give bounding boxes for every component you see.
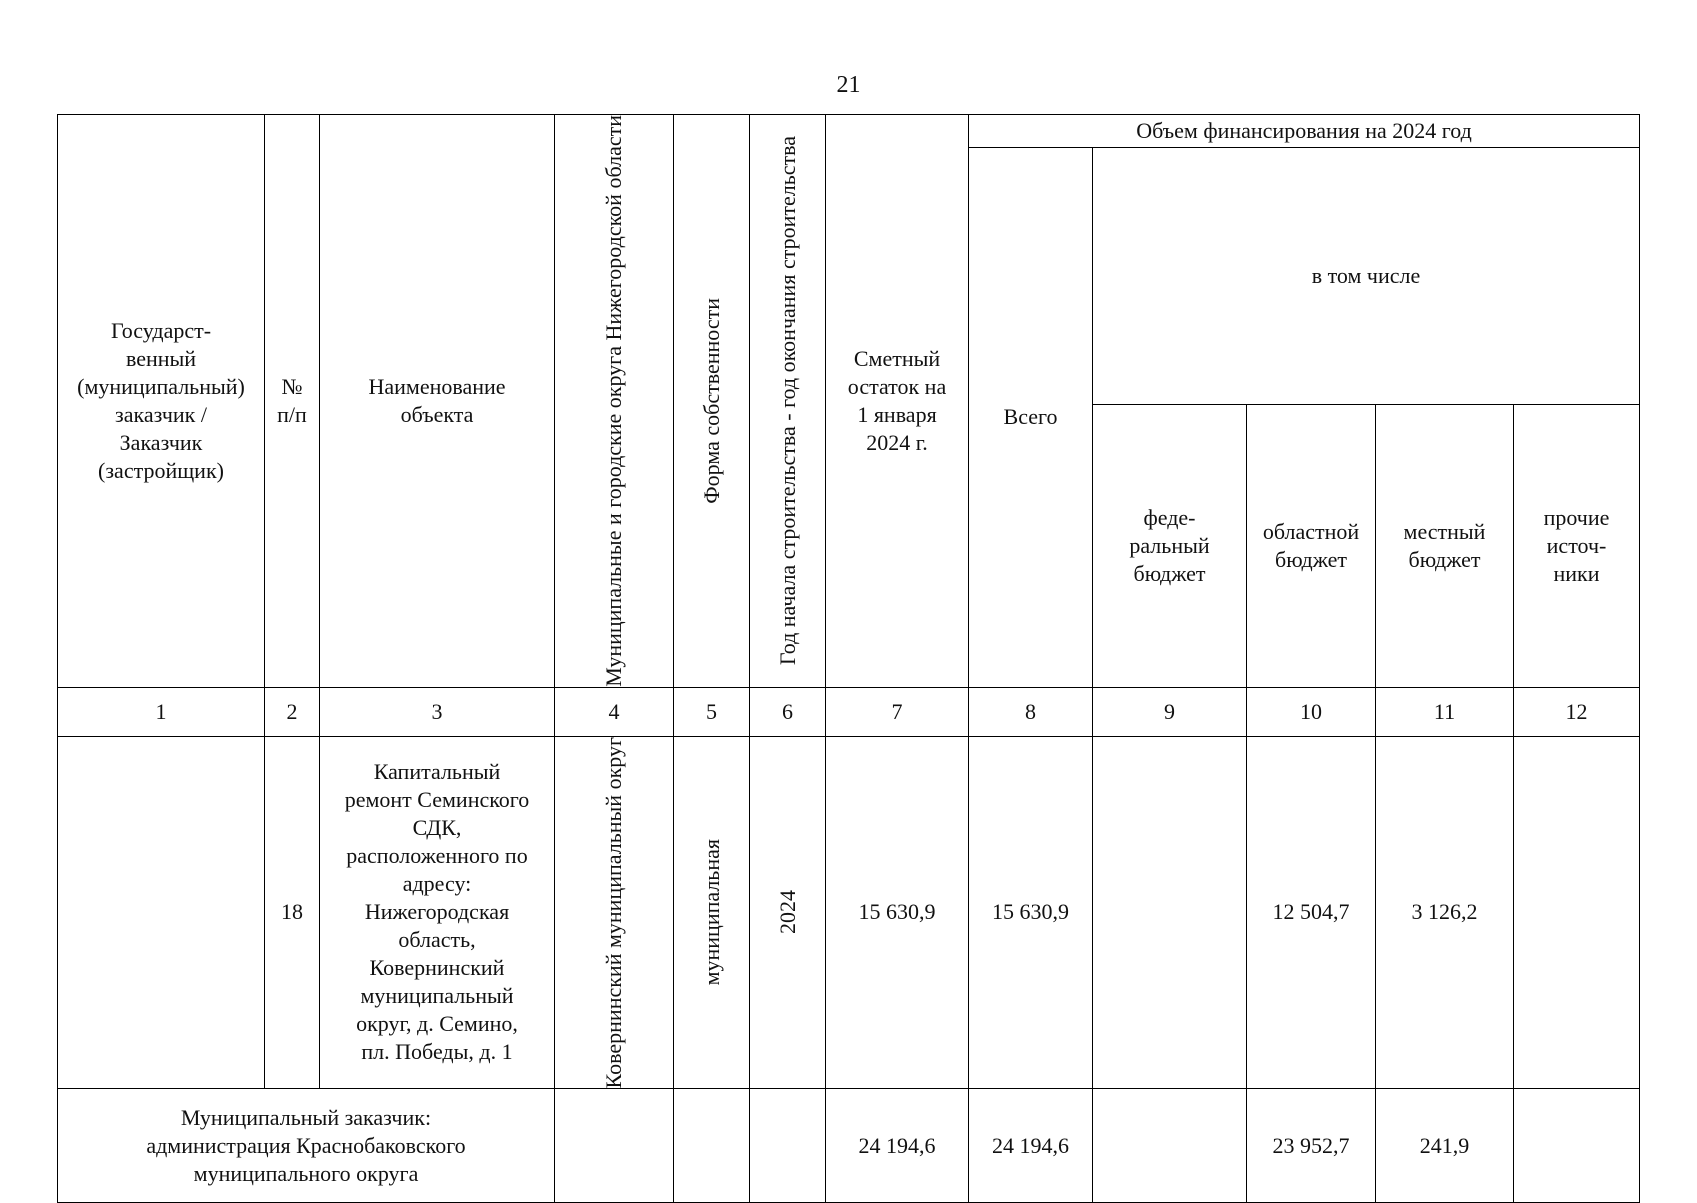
header-object-name: Наименование объекта: [320, 115, 555, 688]
table-row: [58, 736, 1640, 1088]
subtotal-years: [750, 1089, 826, 1203]
column-number: 5: [674, 687, 750, 736]
column-number: 9: [1093, 687, 1247, 736]
subtotal-federal: [1093, 1089, 1247, 1203]
row-total: 15 630,9: [969, 736, 1093, 1088]
header-total: Всего: [969, 148, 1093, 688]
column-number: 4: [555, 687, 674, 736]
header-customer: Государст- венный (муниципальный) заказчик / Заказчик (застройщик): [58, 115, 265, 688]
column-number: 6: [750, 687, 826, 736]
row-customer: [58, 736, 265, 1088]
financing-table: [57, 114, 1640, 1203]
header-other: прочие источ- ники: [1514, 404, 1640, 687]
column-number: 2: [265, 687, 320, 736]
header-number: № п/п: [265, 115, 320, 688]
header-estimate-balance: Сметный остаток на 1 января 2024 г.: [826, 115, 969, 688]
page-number: 21: [836, 72, 861, 98]
row-other: [1514, 736, 1640, 1088]
subtotal-other: [1514, 1089, 1640, 1203]
row-estimate-balance: 15 630,9: [826, 736, 969, 1088]
subtotal-total: 24 194,6: [969, 1089, 1093, 1203]
header-financing-group: Объем финансирования на 2024 год: [969, 115, 1640, 148]
subtotal-local: 241,9: [1376, 1089, 1514, 1203]
row-regional: 12 504,7: [1247, 736, 1376, 1088]
header-districts: Муниципальные и городские округа Нижегородской области: [555, 115, 674, 688]
header-ownership: Форма собственности: [674, 115, 750, 688]
column-number: 3: [320, 687, 555, 736]
header-years: Год начала строительства - год окончания строительства: [750, 115, 826, 688]
row-district: Ковернинский муниципальный округ: [555, 736, 674, 1088]
subtotal-regional: 23 952,7: [1247, 1089, 1376, 1203]
row-number: 18: [265, 736, 320, 1088]
subtotal-row: [58, 1089, 1640, 1203]
row-federal: [1093, 736, 1247, 1088]
subtotal-district: [555, 1089, 674, 1203]
row-years: 2024: [750, 736, 826, 1088]
column-number: 12: [1514, 687, 1640, 736]
subtotal-estimate-balance: 24 194,6: [826, 1089, 969, 1203]
row-object-name: Капитальный ремонт Семинского СДК, расположенного по адресу: Нижегородская область, Ковернинский муниципальный округ, д. Семино, пл. Победы, д. 1: [320, 736, 555, 1088]
subtotal-ownership: [674, 1089, 750, 1203]
column-number: 8: [969, 687, 1093, 736]
row-ownership: муниципальная: [674, 736, 750, 1088]
subtotal-label: Муниципальный заказчик: администрация Краснобаковского муниципального округа: [58, 1089, 555, 1203]
header-federal: феде- ральный бюджет: [1093, 404, 1247, 687]
header-including: в том числе: [1093, 148, 1640, 405]
row-local: 3 126,2: [1376, 736, 1514, 1088]
header-local: местный бюджет: [1376, 404, 1514, 687]
header-regional: областной бюджет: [1247, 404, 1376, 687]
column-number: 10: [1247, 687, 1376, 736]
column-number: 1: [58, 687, 265, 736]
column-number-row: [58, 687, 1640, 736]
column-number: 11: [1376, 687, 1514, 736]
column-number: 7: [826, 687, 969, 736]
